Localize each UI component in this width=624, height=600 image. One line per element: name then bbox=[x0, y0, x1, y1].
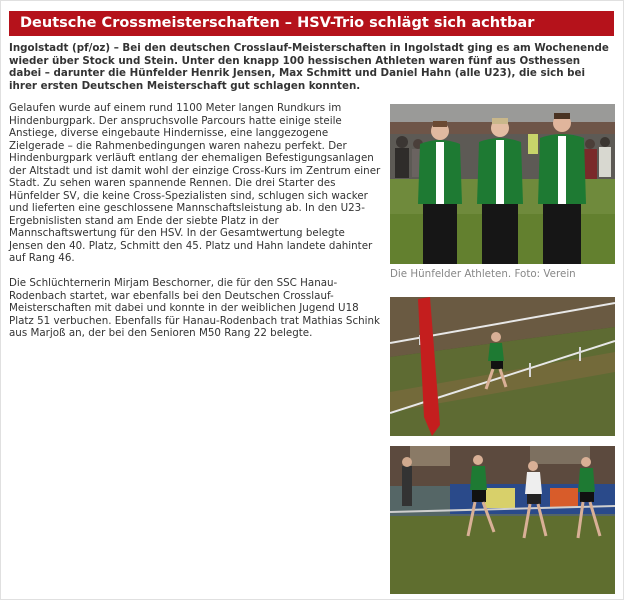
article-lead: Ingolstadt (pf/oz) – Bei den deutschen Crosslauf-Meisterschaften in Ingolstadt ging es am Wochenende wieder über Stock und Stein. Unter den knapp 100 hessischen Athleten waren fünf aus Osthessen dabei – darunter die Hünfelder Henrik Jensen, Max Schmitt und Daniel Hahn (alle U23), die sich bei ihrer ersten Deutschen Meisterschaft gut schlagen konnten. bbox=[9, 42, 609, 92]
photo-caption: Die Hünfelder Athleten. Foto: Verein bbox=[390, 268, 576, 280]
article-paragraph: Gelaufen wurde auf einem rund 1100 Meter langen Rundkurs im Hindenburgpark. Der anspruchsvolle Parcours hatte einige steile Anstiege, diverse eingebaute Hindernisse, eine langgezogene Zielgerade – die Rahmenbedingungen waren nahezu perfekt. Der Hindenburgpark verläuft entlang der ehemaligen Befestigungsanlagen der Altstadt und ist damit wohl der einzige Cross-Kurs im Zentrum einer Stadt. Zu sehen waren spannende Rennen. Die drei Starter des Hünfelder SV, die keine Cross-Spezialisten sind, schlugen sich wacker und lieferten eine geschlossene Mannschaftsleistung ab. In den U23-Ergebnislisten stand am Ende der siebte Platz in der Mannschaftswertung für den HSV. In der Gesamtwertung belegte Jensen den 40. Platz, Schmitt den 45. Platz und Hahn landete dahinter auf Rang 46. bbox=[9, 102, 381, 264]
article-title-bar bbox=[9, 11, 614, 36]
race-hill-photo[interactable] bbox=[390, 297, 615, 436]
article-paragraph: Die Schlüchternerin Mirjam Beschorner, die für den SSC Hanau-Rodenbach startet, war ebenfalls bei den Deutschen Crosslauf-Meisterschaften mit dabei und konnte in der weiblichen Jugend U18 Platz 51 verbuchen. Ebenfalls für Hanau-Rodenbach trat Mathias Schink aus Marjoß an, der bei den Senioren M50 Rang 22 belegte. bbox=[9, 277, 380, 339]
race-field-photo[interactable] bbox=[390, 446, 615, 594]
article-title: Deutsche Crossmeisterschaften – HSV-Trio schlägt sich achtbar bbox=[20, 15, 535, 31]
team-photo[interactable] bbox=[390, 104, 615, 264]
article-body bbox=[9, 102, 381, 352]
